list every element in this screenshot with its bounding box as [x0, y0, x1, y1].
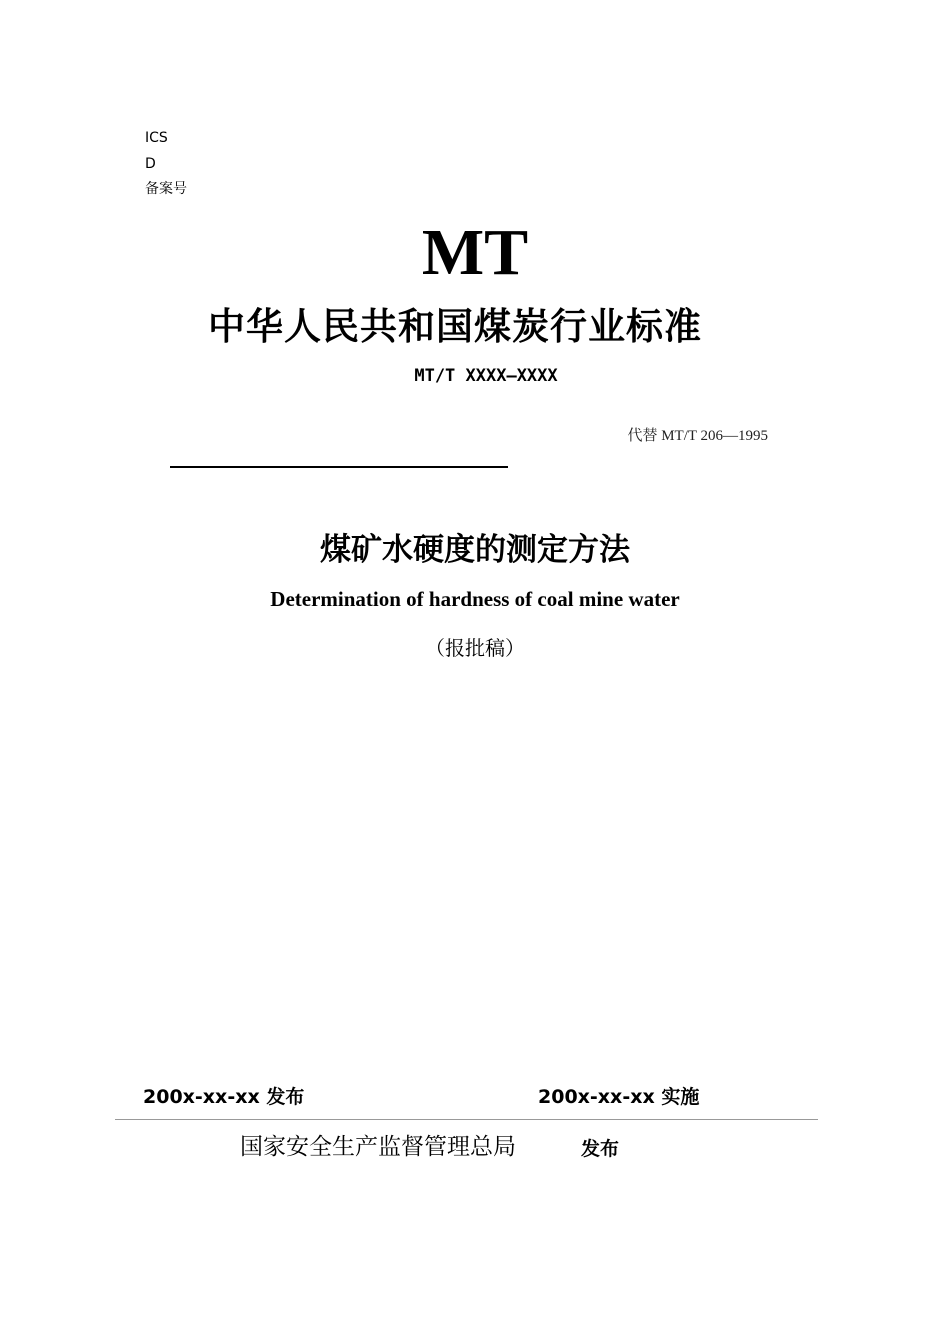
standard-number: MT/T XXXX—XXXX: [414, 366, 558, 386]
replaces-standard: 代替 MT/T 206—1995: [627, 428, 768, 444]
ics-label: ICS: [145, 130, 168, 146]
standard-organization-title: 中华人民共和国煤炭行业标准: [208, 305, 702, 348]
header-divider: [170, 466, 508, 468]
publish-label: 发布: [581, 1138, 620, 1160]
document-title-chinese: 煤矿水硬度的测定方法: [320, 532, 630, 568]
issue-date: 200x-xx-xx 发布: [143, 1086, 305, 1108]
d-code-label: D: [145, 156, 156, 172]
publisher-name: 国家安全生产监督管理总局: [240, 1134, 516, 1160]
implementation-date: 200x-xx-xx 实施: [538, 1086, 700, 1108]
document-title-english: Determination of hardness of coal mine water: [270, 587, 680, 611]
draft-status: （报批稿）: [425, 636, 525, 660]
mt-logo: MT: [421, 216, 529, 289]
filing-number-label: 备案号: [145, 181, 187, 197]
footer-divider: [115, 1119, 818, 1120]
